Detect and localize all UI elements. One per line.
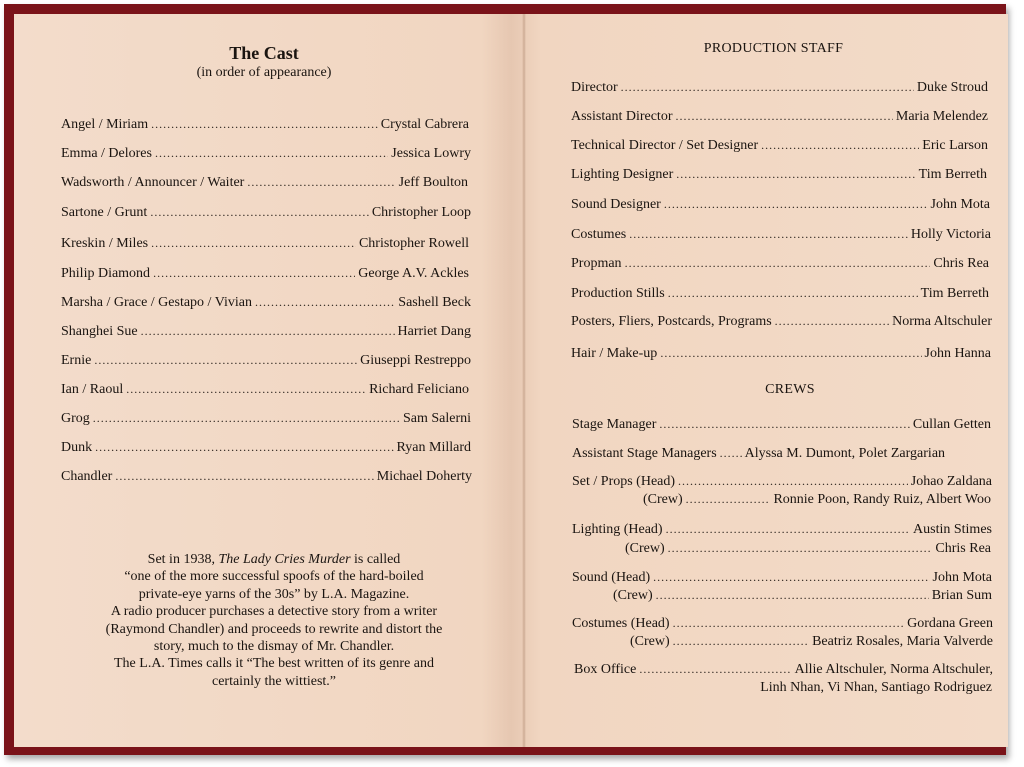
cast-role: Sartone / Grunt: [61, 205, 148, 220]
leader-dots: [720, 446, 742, 461]
staff-row: [571, 138, 988, 154]
cast-actor: Richard Feliciano: [369, 382, 469, 397]
cast-role: Emma / Delores: [61, 146, 152, 161]
staff-name: Chris Rea: [933, 256, 989, 271]
staff-row: [571, 167, 987, 183]
cast-actor: Crystal Cabrera: [380, 117, 469, 132]
crew-row: [630, 634, 993, 650]
cast-actor: Ryan Millard: [396, 440, 471, 455]
crew-role: Stage Manager: [572, 417, 657, 432]
staff-name: Tim Berreth: [920, 286, 989, 301]
cast-actor: Jessica Lowry: [391, 146, 471, 161]
cast-actor: Jeff Boulton: [398, 175, 468, 190]
blurb-line: story, much to the dismay of Mr. Chandler.: [153, 639, 395, 655]
staff-role: Sound Designer: [571, 197, 661, 212]
staff-row: [571, 80, 988, 96]
right-page: [526, 14, 1008, 747]
blurb-line: A radio producer purchases a detective story from a writer: [110, 604, 438, 620]
crew-row: [572, 474, 992, 490]
leader-dots: [686, 492, 771, 507]
staff-row: [571, 109, 988, 125]
crew-row: [572, 570, 992, 586]
cast-row: [61, 440, 471, 456]
blurb-text: is called: [350, 552, 401, 567]
leader-dots: [673, 616, 905, 631]
leader-dots: [678, 474, 908, 489]
cast-row: [61, 205, 471, 221]
cast-row: [61, 236, 469, 252]
staff-role: Posters, Fliers, Postcards, Programs: [571, 314, 772, 329]
staff-name: Eric Larson: [922, 138, 988, 153]
staff-row: [571, 256, 989, 272]
leader-dots: [673, 634, 809, 649]
cast-row: [61, 469, 472, 485]
leader-dots: [639, 662, 791, 677]
cast-role: Ian / Raoul: [61, 382, 124, 397]
leader-dots: [666, 522, 910, 537]
crew-role: Box Office: [574, 662, 637, 677]
staff-role: Production Stills: [571, 286, 665, 301]
play-description: [54, 551, 494, 690]
leader-dots: [115, 469, 373, 484]
cast-actor: George A.V. Ackles: [358, 266, 469, 281]
crews-heading: CREWS: [765, 382, 815, 397]
cast-row: [61, 411, 471, 427]
leader-dots: [126, 382, 366, 397]
staff-row: [571, 227, 991, 243]
cast-role: Dunk: [61, 440, 93, 455]
crew-role: (Crew): [613, 588, 653, 603]
cast-row: [61, 117, 469, 133]
leader-dots: [151, 236, 356, 251]
crew-row: [643, 492, 991, 508]
crew-row: [572, 417, 991, 433]
staff-row: [571, 286, 989, 302]
crew-name: Brian Sum: [931, 588, 992, 603]
staff-role: Director: [571, 80, 618, 95]
blurb-line: [54, 551, 494, 568]
leader-dots: [93, 411, 400, 426]
crew-role: (Crew): [643, 492, 683, 507]
crew-name: Austin Stimes: [913, 522, 992, 537]
leader-dots: [676, 167, 915, 182]
cast-role: Philip Diamond: [61, 266, 151, 281]
staff-name: Maria Melendez: [895, 109, 988, 124]
cast-title: The Cast: [229, 43, 299, 63]
cast-role: Ernie: [61, 353, 92, 368]
cast-subtitle: (in order of appearance): [196, 65, 332, 80]
staff-row: [571, 314, 992, 330]
crew-row: [572, 522, 992, 538]
leader-dots: [668, 541, 933, 556]
crew-role: Costumes (Head): [572, 616, 670, 631]
cast-role: Angel / Miriam: [61, 117, 149, 132]
crew-name: Alyssa M. Dumont, Polet Zargarian: [744, 446, 946, 461]
crew-role: Assistant Stage Managers: [572, 446, 717, 461]
cast-actor: Michael Doherty: [376, 469, 472, 484]
cast-role: Chandler: [61, 469, 113, 484]
staff-role: Assistant Director: [571, 109, 673, 124]
crew-row: [572, 616, 993, 632]
crew-row: [572, 446, 992, 462]
blurb-text: Set in 1938,: [147, 552, 219, 567]
program-spread: [14, 14, 1008, 747]
staff-name: Duke Stroud: [916, 80, 988, 95]
crew-role: Sound (Head): [572, 570, 651, 585]
cast-actor: Sashell Beck: [398, 295, 471, 310]
cast-actor: Sam Salerni: [402, 411, 471, 426]
cast-row: [61, 324, 471, 340]
staff-name: John Hanna: [924, 346, 991, 361]
leader-dots: [660, 346, 921, 361]
leader-dots: [664, 197, 928, 212]
crew-name: Chris Rea: [935, 541, 991, 556]
crew-name: Gordana Green: [907, 616, 993, 631]
cast-row: [61, 175, 468, 191]
cast-role: Shanghei Sue: [61, 324, 138, 339]
leader-dots: [656, 588, 929, 603]
leader-dots: [94, 353, 357, 368]
crew-name: Allie Altschuler, Norma Altschuler,: [794, 662, 993, 677]
play-title: The Lady Cries Murder: [218, 552, 351, 567]
leader-dots: [247, 175, 395, 190]
cast-role: Kreskin / Miles: [61, 236, 149, 251]
leader-dots: [150, 205, 369, 220]
crew-row: [625, 541, 991, 557]
box-office-names-line2: Linh Nhan, Vi Nhan, Santiago Rodriguez: [760, 680, 992, 695]
blurb-line: The L.A. Times calls it “The best written of its genre and: [114, 656, 434, 672]
crew-row: [613, 588, 992, 604]
leader-dots: [153, 266, 355, 281]
crew-name: John Mota: [932, 570, 992, 585]
leader-dots: [151, 117, 378, 132]
cast-actor: Christopher Rowell: [358, 236, 469, 251]
staff-name: Norma Altschuler: [892, 314, 992, 329]
staff-row: [571, 197, 990, 213]
staff-role: Costumes: [571, 227, 627, 242]
staff-name: John Mota: [930, 197, 990, 212]
leader-dots: [255, 295, 395, 310]
cast-role: Wadsworth / Announcer / Waiter: [61, 175, 245, 190]
leader-dots: [675, 109, 892, 124]
leader-dots: [621, 80, 914, 95]
crew-name: Johao Zaldana: [910, 474, 992, 489]
crew-name: Beatriz Rosales, Maria Valverde: [812, 634, 993, 649]
leader-dots: [761, 138, 919, 153]
cast-role: Marsha / Grace / Gestapo / Vivian: [61, 295, 252, 310]
crew-role: (Crew): [625, 541, 665, 556]
cast-row: [61, 295, 471, 311]
staff-role: Technical Director / Set Designer: [571, 138, 759, 153]
cast-row: [61, 382, 469, 398]
blurb-line: (Raymond Chandler) and proceeds to rewrite and distort the: [105, 621, 443, 637]
staff-name: Holly Victoria: [910, 227, 991, 242]
staff-row: [571, 346, 991, 362]
cast-actor: Giuseppi Restreppo: [360, 353, 471, 368]
leader-dots: [625, 256, 931, 271]
leader-dots: [155, 146, 388, 161]
leader-dots: [653, 570, 929, 585]
cast-row: [61, 266, 469, 282]
leader-dots: [668, 286, 918, 301]
staff-role: Hair / Make-up: [571, 346, 658, 361]
cast-role: Grog: [61, 411, 90, 426]
staff-role: Lighting Designer: [571, 167, 674, 182]
crew-row: [574, 662, 993, 678]
staff-role: Propman: [571, 256, 622, 271]
leader-dots: [141, 324, 395, 339]
production-staff-heading: PRODUCTION STAFF: [703, 41, 844, 56]
cast-actor: Christopher Loop: [371, 205, 471, 220]
leader-dots: [95, 440, 393, 455]
leader-dots: [659, 417, 909, 432]
crew-role: (Crew): [630, 634, 670, 649]
blurb-line: “one of the more successful spoofs of the hard-boiled: [124, 569, 424, 585]
cast-row: [61, 146, 471, 162]
blurb-line: private-eye yarns of the 30s” by L.A. Magazine.: [138, 586, 410, 602]
cast-actor: Harriet Dang: [397, 324, 471, 339]
crew-name: Ronnie Poon, Randy Ruiz, Albert Woo: [773, 492, 991, 507]
crew-role: Lighting (Head): [572, 522, 663, 537]
crew-role: Set / Props (Head): [572, 474, 676, 489]
leader-dots: [629, 227, 908, 242]
blurb-line: certainly the wittiest.”: [211, 673, 336, 689]
left-page: [14, 14, 522, 747]
staff-name: Tim Berreth: [918, 167, 987, 182]
cast-row: [61, 353, 471, 369]
crew-name: Cullan Getten: [912, 417, 991, 432]
leader-dots: [775, 314, 889, 329]
